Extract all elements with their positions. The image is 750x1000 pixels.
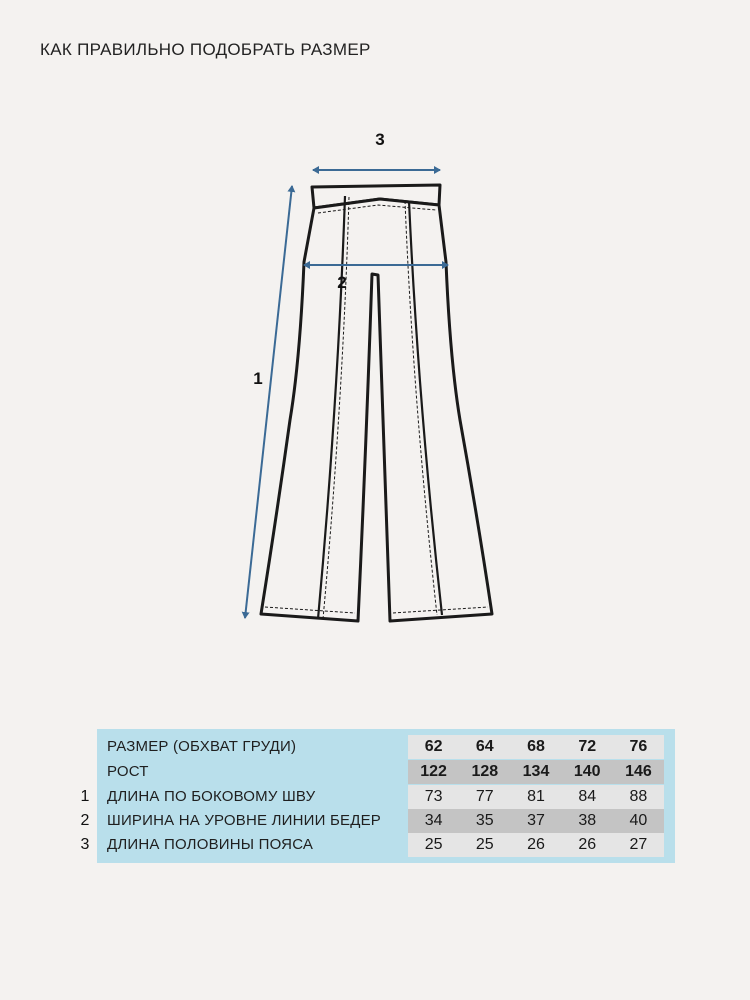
size-cell: 62 (424, 738, 443, 755)
page-title: КАК ПРАВИЛЬНО ПОДОБРАТЬ РАЗМЕР (40, 40, 371, 59)
table-row-hip-width (97, 809, 675, 833)
waist-half-cell: 26 (578, 836, 597, 853)
waist-half-label: ДЛИНА ПОЛОВИНЫ ПОЯСА (107, 836, 314, 853)
hip-width-cell: 38 (578, 812, 597, 829)
hip-width-cell: 37 (527, 812, 545, 829)
length-label: 1 (253, 369, 263, 388)
hip-width-cell: 34 (424, 812, 443, 829)
size-row-label: РАЗМЕР (ОБХВАТ ГРУДИ) (107, 738, 297, 755)
size-cell: 72 (578, 738, 597, 755)
waist-half-cell: 26 (527, 836, 545, 853)
side-seam-cell: 73 (424, 788, 443, 805)
height-cell: 128 (471, 763, 499, 780)
size-cell: 64 (475, 738, 494, 755)
table-row-side-seam (97, 785, 675, 809)
pants-outline (261, 185, 492, 621)
table-row-waist-half (97, 833, 675, 857)
hip-label: 2 (337, 273, 347, 292)
height-row-label: РОСТ (107, 763, 149, 780)
row-number-3: 3 (80, 836, 90, 853)
row-number-2: 2 (80, 812, 90, 829)
height-cell: 134 (522, 763, 550, 780)
table-row-size (97, 735, 675, 759)
side-seam-cell: 88 (629, 788, 648, 805)
size-cell: 68 (527, 738, 545, 755)
waist-half-cell: 25 (424, 836, 443, 853)
hip-width-label: ШИРИНА НА УРОВНЕ ЛИНИИ БЕДЕР (107, 812, 382, 829)
waist-half-cell: 25 (475, 836, 494, 853)
height-cell: 140 (573, 763, 601, 780)
height-cell: 146 (625, 763, 652, 780)
waist-half-cell: 27 (629, 836, 648, 853)
side-seam-cell: 77 (475, 788, 494, 805)
side-seam-label: ДЛИНА ПО БОКОВОМУ ШВУ (107, 788, 316, 805)
side-seam-cell: 81 (527, 788, 545, 805)
hip-width-cell: 35 (475, 812, 494, 829)
size-cell: 76 (629, 738, 648, 755)
hip-width-cell: 40 (629, 812, 648, 829)
waist-label: 3 (375, 130, 385, 149)
table-row-height (97, 760, 675, 784)
row-number-1: 1 (80, 788, 90, 805)
height-cell: 122 (420, 763, 447, 780)
side-seam-cell: 84 (578, 788, 597, 805)
size-table (97, 729, 675, 863)
